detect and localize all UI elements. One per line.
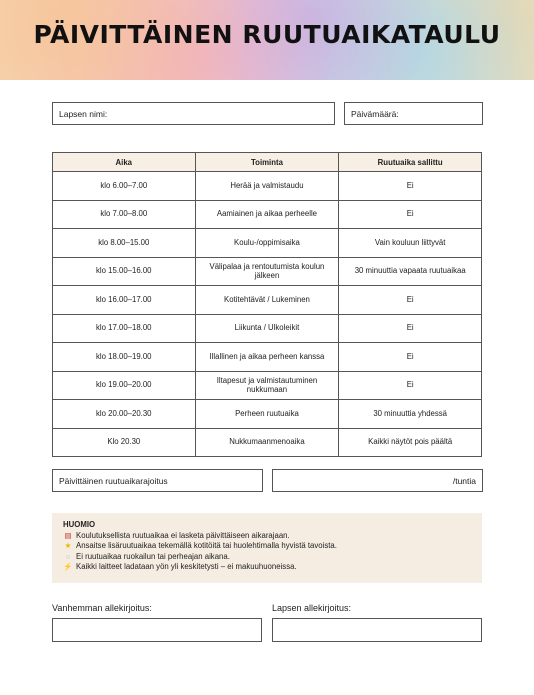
cell-time: klo 16.00–17.00 [53, 286, 196, 315]
cell-activity: Kotitehtävät / Lukeminen [195, 286, 339, 315]
note-item [63, 531, 471, 542]
table-row [53, 200, 482, 229]
cell-activity: Aamiainen ja aikaa perheelle [195, 200, 339, 229]
note-item [63, 552, 471, 563]
plate-icon: ○ [65, 551, 71, 561]
note-box [52, 513, 482, 583]
date-label: Päivämäärä: [351, 109, 399, 119]
parent-signature-label: Vanhemman allekirjoitus: [52, 603, 152, 613]
note-item-text: Kaikki laitteet ladataan yön yli keskitetysti – ei makuuhuoneissa. [76, 562, 297, 572]
column-header-activity: Toiminta [195, 153, 339, 172]
note-item-text: Ei ruutuaikaa ruokailun tai perheajan aikana. [76, 551, 230, 561]
table-row [53, 286, 482, 315]
cell-activity: Välipalaa ja rentoutumista koulun jälkeen [195, 257, 339, 286]
cell-screen-time: Ei [339, 343, 482, 372]
cell-activity: Liikunta / Ulkoleikit [195, 314, 339, 343]
cell-time: Klo 20.30 [53, 428, 196, 457]
cell-activity: Nukkumaanmenoaika [195, 428, 339, 457]
cell-time: klo 18.00–19.00 [53, 343, 196, 372]
cell-screen-time: Vain kouluun liittyvät [339, 229, 482, 258]
cell-screen-time: Kaikki näytöt pois päältä [339, 428, 482, 457]
parent-signature-field[interactable] [52, 618, 262, 642]
child-name-label: Lapsen nimi: [59, 109, 108, 119]
cell-screen-time: Ei [339, 286, 482, 315]
table-row [53, 343, 482, 372]
note-title: HUOMIO [63, 520, 96, 529]
cell-activity: Illallinen ja aikaa perheen kanssa [195, 343, 339, 372]
header-banner [0, 0, 534, 80]
cell-activity: Koulu-/oppimisaika [195, 229, 339, 258]
daily-limit-input[interactable] [272, 469, 483, 492]
cell-activity: Herää ja valmistaudu [195, 172, 339, 201]
note-item-text: Koulutuksellista ruutuaikaa ei lasketa päivittäiseen aikarajaan. [76, 530, 290, 540]
cell-screen-time: Ei [339, 314, 482, 343]
cell-time: klo 7.00–8.00 [53, 200, 196, 229]
date-field[interactable] [344, 102, 483, 125]
daily-limit-unit: /tuntia [452, 476, 476, 486]
note-item-text: Ansaitse lisäruutuaikaa tekemällä kotitöitä tai huolehtimalla hyvistä tavoista. [76, 541, 337, 551]
table-row [53, 428, 482, 457]
cell-time: klo 15.00–16.00 [53, 257, 196, 286]
table-row [53, 229, 482, 258]
page-title: PÄIVITTÄINEN RUUTUAIKATAULU [33, 20, 501, 49]
child-name-field[interactable] [52, 102, 335, 125]
cell-activity: Perheen ruutuaika [195, 400, 339, 429]
cell-screen-time: Ei [339, 172, 482, 201]
cell-screen-time: 30 minuuttia vapaata ruutuaikaa [339, 257, 482, 286]
schedule-table [52, 152, 482, 457]
books-icon: ▤ [64, 530, 72, 540]
table-row [53, 257, 482, 286]
table-row [53, 172, 482, 201]
cell-time: klo 8.00–15.00 [53, 229, 196, 258]
cell-activity: Iltapesut ja valmistautuminen nukkumaan [195, 371, 339, 400]
star-icon: ★ [64, 541, 72, 551]
cell-time: klo 19.00–20.00 [53, 371, 196, 400]
table-row [53, 314, 482, 343]
column-header-time: Aika [53, 153, 196, 172]
child-signature-field[interactable] [272, 618, 482, 642]
cell-screen-time: Ei [339, 200, 482, 229]
cell-time: klo 6.00–7.00 [53, 172, 196, 201]
cell-time: klo 20.00–20.30 [53, 400, 196, 429]
note-item [63, 562, 471, 573]
child-signature-label: Lapsen allekirjoitus: [272, 603, 352, 613]
table-header-row [53, 153, 482, 172]
cell-screen-time: Ei [339, 371, 482, 400]
table-row [53, 371, 482, 400]
table-row [53, 400, 482, 429]
daily-limit-label: Päivittäinen ruutuaikarajoitus [59, 476, 168, 486]
cell-time: klo 17.00–18.00 [53, 314, 196, 343]
cell-screen-time: 30 minuuttia yhdessä [339, 400, 482, 429]
column-header-screen-time: Ruutuaika sallittu [339, 153, 482, 172]
note-item [63, 541, 471, 552]
daily-limit-label-box [52, 469, 263, 492]
plug-icon: ⚡ [63, 562, 73, 572]
